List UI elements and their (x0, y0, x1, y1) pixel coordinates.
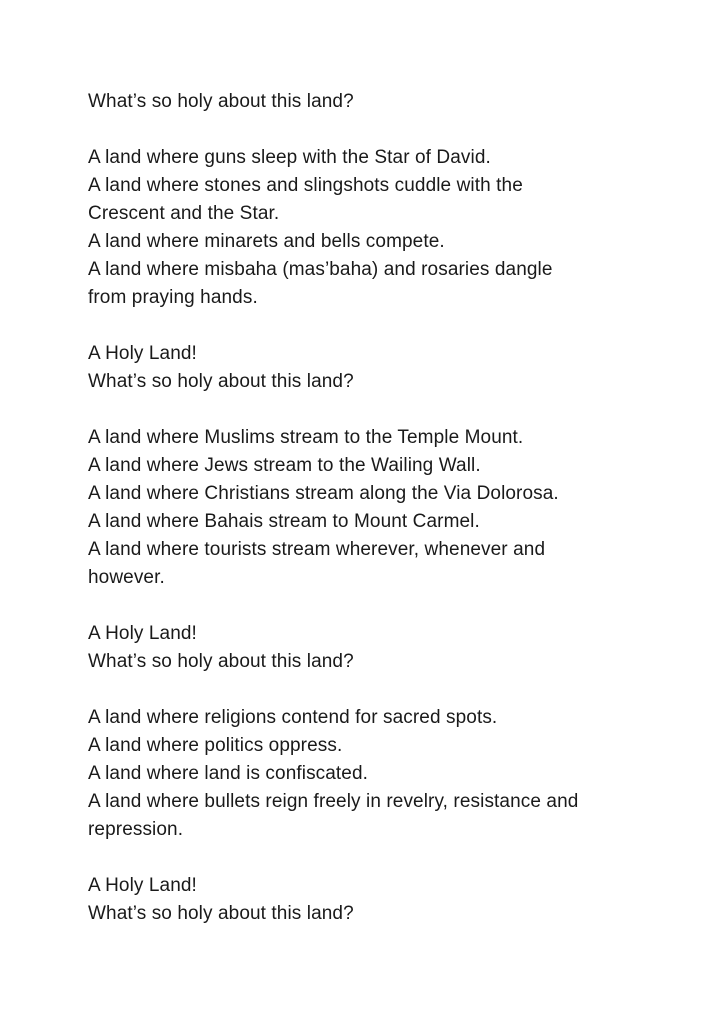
poem-line: Crescent and the Star. (88, 203, 280, 224)
poem-line: from praying hands. (88, 287, 258, 308)
poem-line: A land where stones and slingshots cuddle with the (88, 175, 523, 196)
poem-line: A land where Jews stream to the Wailing Wall. (88, 455, 481, 476)
poem-refrain (88, 340, 658, 396)
poem-line: A land where Muslims stream to the Temple Mount. (88, 427, 524, 448)
poem-refrain (88, 620, 658, 676)
poem-line: A land where bullets reign freely in revelry, resistance and (88, 791, 579, 812)
poem-stanza (88, 424, 658, 592)
poem-line: A land where guns sleep with the Star of David. (88, 147, 491, 168)
poem-line: A land where Christians stream along the Via Dolorosa. (88, 483, 559, 504)
poem-line: repression. (88, 819, 184, 840)
poem-line: A land where land is confiscated. (88, 763, 369, 784)
poem-stanza (88, 704, 658, 844)
poem-line: A land where minarets and bells compete. (88, 231, 445, 252)
poem-refrain (88, 872, 658, 928)
poem-body (88, 88, 658, 928)
poem-line: A land where politics oppress. (88, 735, 343, 756)
poem-line: A land where Bahais stream to Mount Carmel. (88, 511, 480, 532)
poem-stanza (88, 144, 658, 312)
poem-line: A land where misbaha (mas’baha) and rosaries dangle (88, 259, 553, 280)
poem-line: A land where religions contend for sacred spots. (88, 707, 498, 728)
poem-stanza (88, 88, 658, 116)
poem-line: A Holy Land! (88, 623, 197, 644)
poem-line: What’s so holy about this land? (88, 903, 354, 924)
poem-line: however. (88, 567, 165, 588)
poem-line: What’s so holy about this land? (88, 651, 354, 672)
poem-line: What’s so holy about this land? (88, 91, 354, 112)
poem-line: What’s so holy about this land? (88, 371, 354, 392)
poem-line: A Holy Land! (88, 343, 197, 364)
poem-line: A land where tourists stream wherever, whenever and (88, 539, 546, 560)
poem-line: A Holy Land! (88, 875, 197, 896)
